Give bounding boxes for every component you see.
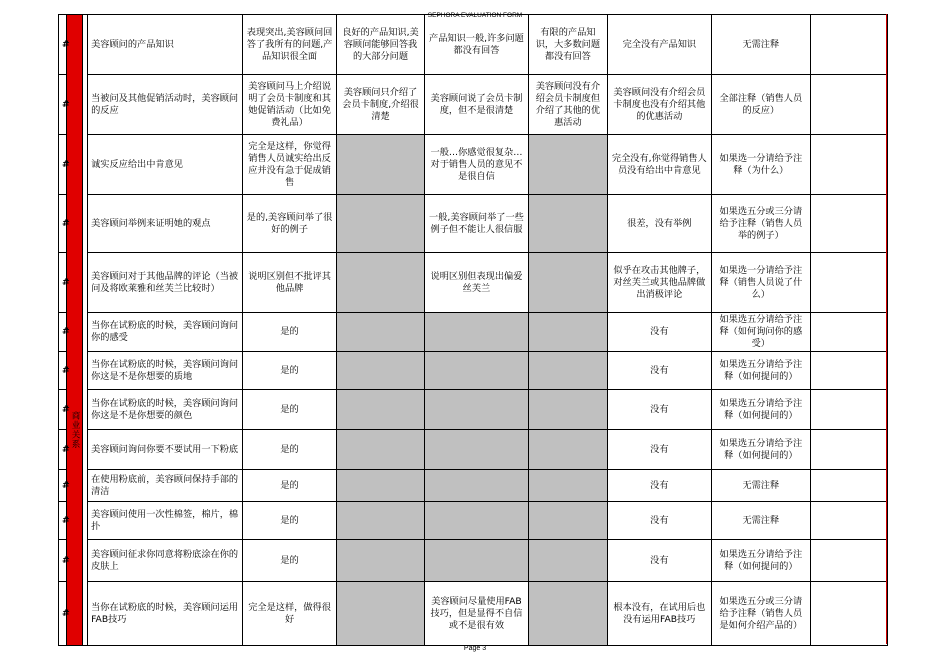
rating-cell-5: 没有: [607, 430, 712, 470]
rating-cell-5: 很差，没有举例: [607, 195, 712, 253]
row-number: #: [59, 582, 67, 646]
rating-cell-3: 美容顾问说了会员卡制度，但不是很清楚: [424, 75, 529, 135]
rating-cell-6: 无需注释: [712, 15, 810, 75]
question-cell: 当你在试粉底的时候，美容顾问询问你这是不是你想要的颜色: [88, 390, 243, 430]
form-title: SEPHORA EVALUATION FORM: [427, 12, 523, 19]
rating-cell-2: [337, 540, 424, 582]
question-cell: 美容顾问使用一次性棉签，棉片，棉扑: [88, 502, 243, 540]
notes-cell: [810, 195, 887, 253]
table-row: [59, 540, 888, 582]
rating-cell-4: [529, 470, 607, 502]
row-number: #: [59, 195, 67, 253]
question-cell: 当你在试粉底的时候，美容顾问运用FAB技巧: [88, 582, 243, 646]
notes-cell: [810, 502, 887, 540]
rating-cell-6: 如果选一分请给予注释（销售人员说了什么）: [712, 253, 810, 313]
row-number: #: [59, 502, 67, 540]
table-row: [59, 135, 888, 195]
rating-cell-3: [424, 313, 529, 352]
sheet-right-border: [886, 14, 887, 644]
rating-cell-3: [424, 540, 529, 582]
rating-cell-1: 是的: [242, 470, 336, 502]
notes-cell: [810, 15, 887, 75]
rating-cell-5: 美容顾问没有介绍会员卡制度也没有介绍其他的优惠活动: [607, 75, 712, 135]
rating-cell-4: [529, 582, 607, 646]
rating-cell-5: 没有: [607, 540, 712, 582]
notes-cell: [810, 135, 887, 195]
notes-cell: [810, 430, 887, 470]
rating-cell-4: [529, 253, 607, 313]
rating-cell-3: [424, 352, 529, 390]
row-number: #: [59, 430, 67, 470]
rating-cell-6: 如果选五分请给予注释（如何提问的）: [712, 540, 810, 582]
rating-cell-6: 如果选五分请给予注释（如何提问的）: [712, 430, 810, 470]
evaluation-table: [58, 14, 888, 646]
question-cell: 美容顾问的产品知识: [88, 15, 243, 75]
question-cell: 当被问及其他促销活动时，美容顾问的反应: [88, 75, 243, 135]
rating-cell-2: [337, 582, 424, 646]
table-row: [59, 253, 888, 313]
rating-cell-1: 是的: [242, 540, 336, 582]
row-number: #: [59, 135, 67, 195]
rating-cell-1: 美容顾问马上介绍说明了会员卡制度和其她促销活动（比如免费礼品）: [242, 75, 336, 135]
rating-cell-6: 如果选一分请给予注释（为什么）: [712, 135, 810, 195]
rating-cell-2: [337, 135, 424, 195]
rating-cell-5: 完全没有产品知识: [607, 15, 712, 75]
rating-cell-2: [337, 352, 424, 390]
question-cell: 当你在试粉底的时候，美容顾问询问你这是不是你想要的质地: [88, 352, 243, 390]
rating-cell-6: 如果选五分请给予注释（如何询问你的感受）: [712, 313, 810, 352]
notes-cell: [810, 75, 887, 135]
rating-cell-3: [424, 390, 529, 430]
rating-cell-4: [529, 502, 607, 540]
rating-cell-2: [337, 253, 424, 313]
rating-cell-3: 一般…你感觉很复杂…对于销售人员的意见不是很自信: [424, 135, 529, 195]
rating-cell-4: [529, 195, 607, 253]
row-number: #: [59, 253, 67, 313]
row-number: #: [59, 313, 67, 352]
rating-cell-2: [337, 390, 424, 430]
rating-cell-5: 似乎在攻击其他牌子，对丝芙兰或其他品牌做出消极评论: [607, 253, 712, 313]
rating-cell-3: 美容顾问尽量使用FAB技巧，但是显得不自信或不是很有效: [424, 582, 529, 646]
table-row: [59, 15, 888, 75]
rating-cell-6: 如果选五分或三分请给予注释（销售人员是如何介绍产品的）: [712, 582, 810, 646]
rating-cell-3: 一般,美容顾问举了一些例子但不能让人很信服: [424, 195, 529, 253]
rating-cell-6: 无需注释: [712, 502, 810, 540]
row-number: #: [59, 540, 67, 582]
rating-cell-1: 是的: [242, 313, 336, 352]
rating-cell-5: 完全没有,你觉得销售人员没有给出中肯意见: [607, 135, 712, 195]
notes-cell: [810, 352, 887, 390]
rating-cell-1: 是的: [242, 390, 336, 430]
table-row: [59, 75, 888, 135]
rating-cell-4: 美容顾问没有介绍会员卡制度但介绍了其他的优惠活动: [529, 75, 607, 135]
row-number: #: [59, 470, 67, 502]
rating-cell-4: [529, 313, 607, 352]
rating-cell-5: 没有: [607, 352, 712, 390]
table-row: [59, 195, 888, 253]
rating-cell-5: 没有: [607, 502, 712, 540]
row-number: #: [59, 75, 67, 135]
table-row: [59, 470, 888, 502]
rating-cell-4: [529, 135, 607, 195]
rating-cell-6: 如果选五分或三分请给予注释（销售人员举的例子）: [712, 195, 810, 253]
question-cell: 美容顾问询问你要不要试用一下粉底: [88, 430, 243, 470]
question-cell: 美容顾问对于其他品牌的评论（当被问及将欧莱雅和丝芙兰比较时）: [88, 253, 243, 313]
table-row: [59, 352, 888, 390]
rating-cell-5: 没有: [607, 470, 712, 502]
rating-cell-3: 说明区别但表现出偏爱丝芙兰: [424, 253, 529, 313]
rating-cell-2: 良好的产品知识,美容顾问能够回答我的大部分问题: [337, 15, 424, 75]
rating-cell-1: 是的,美容顾问举了很好的例子: [242, 195, 336, 253]
notes-cell: [810, 470, 887, 502]
rating-cell-1: 是的: [242, 430, 336, 470]
rating-cell-6: 全部注释（销售人员的反应）: [712, 75, 810, 135]
table-row: [59, 582, 888, 646]
rating-cell-1: 表现突出,美容顾问回答了我所有的问题,产品知识很全面: [242, 15, 336, 75]
rating-cell-2: [337, 195, 424, 253]
rating-cell-5: 没有: [607, 313, 712, 352]
table-row: [59, 390, 888, 430]
rating-cell-1: 是的: [242, 502, 336, 540]
rating-cell-4: [529, 390, 607, 430]
rating-cell-2: [337, 502, 424, 540]
notes-cell: [810, 390, 887, 430]
rating-cell-3: [424, 470, 529, 502]
question-cell: 美容顾问征求你同意将粉底涂在你的皮肤上: [88, 540, 243, 582]
rating-cell-4: [529, 430, 607, 470]
notes-cell: [810, 253, 887, 313]
question-cell: 当你在试粉底的时候，美容顾问询问你的感受: [88, 313, 243, 352]
notes-cell: [810, 313, 887, 352]
notes-cell: [810, 540, 887, 582]
rating-cell-5: 没有: [607, 390, 712, 430]
table-row: [59, 313, 888, 352]
rating-cell-1: 说明区别但不批评其他品牌: [242, 253, 336, 313]
rating-cell-1: 完全是这样，你觉得销售人员诚实给出反应并没有急于促成销售: [242, 135, 336, 195]
table-row: [59, 430, 888, 470]
rating-cell-3: [424, 502, 529, 540]
rating-cell-5: 根本没有，在试用后也没有运用FAB技巧: [607, 582, 712, 646]
question-cell: 美容顾问举例来证明她的观点: [88, 195, 243, 253]
rating-cell-3: [424, 430, 529, 470]
row-number: #: [59, 390, 67, 430]
notes-cell: [810, 582, 887, 646]
table-row: [59, 502, 888, 540]
question-cell: 在使用粉底前，美容顾问保持手部的清洁: [88, 470, 243, 502]
rating-cell-4: 有限的产品知识，大多数问题都没有回答: [529, 15, 607, 75]
question-cell: 诚实反应给出中肯意见: [88, 135, 243, 195]
rating-cell-1: 是的: [242, 352, 336, 390]
category-label: 商业关系: [70, 411, 81, 449]
rating-cell-2: [337, 430, 424, 470]
rating-cell-6: 无需注释: [712, 470, 810, 502]
rating-cell-6: 如果选五分请给予注释（如何提问的）: [712, 352, 810, 390]
rating-cell-2: 美容顾问只介绍了会员卡制度,介绍很清楚: [337, 75, 424, 135]
rating-cell-2: [337, 470, 424, 502]
page-number: Page 3: [463, 645, 487, 652]
rating-cell-2: [337, 313, 424, 352]
rating-cell-1: 完全是这样，做得很好: [242, 582, 336, 646]
row-number: #: [59, 15, 67, 75]
rating-cell-6: 如果选五分请给予注释（如何提问的）: [712, 390, 810, 430]
row-number: #: [59, 352, 67, 390]
rating-cell-4: [529, 540, 607, 582]
rating-cell-4: [529, 352, 607, 390]
rating-cell-3: 产品知识一般,许多问题都没有回答: [424, 15, 529, 75]
